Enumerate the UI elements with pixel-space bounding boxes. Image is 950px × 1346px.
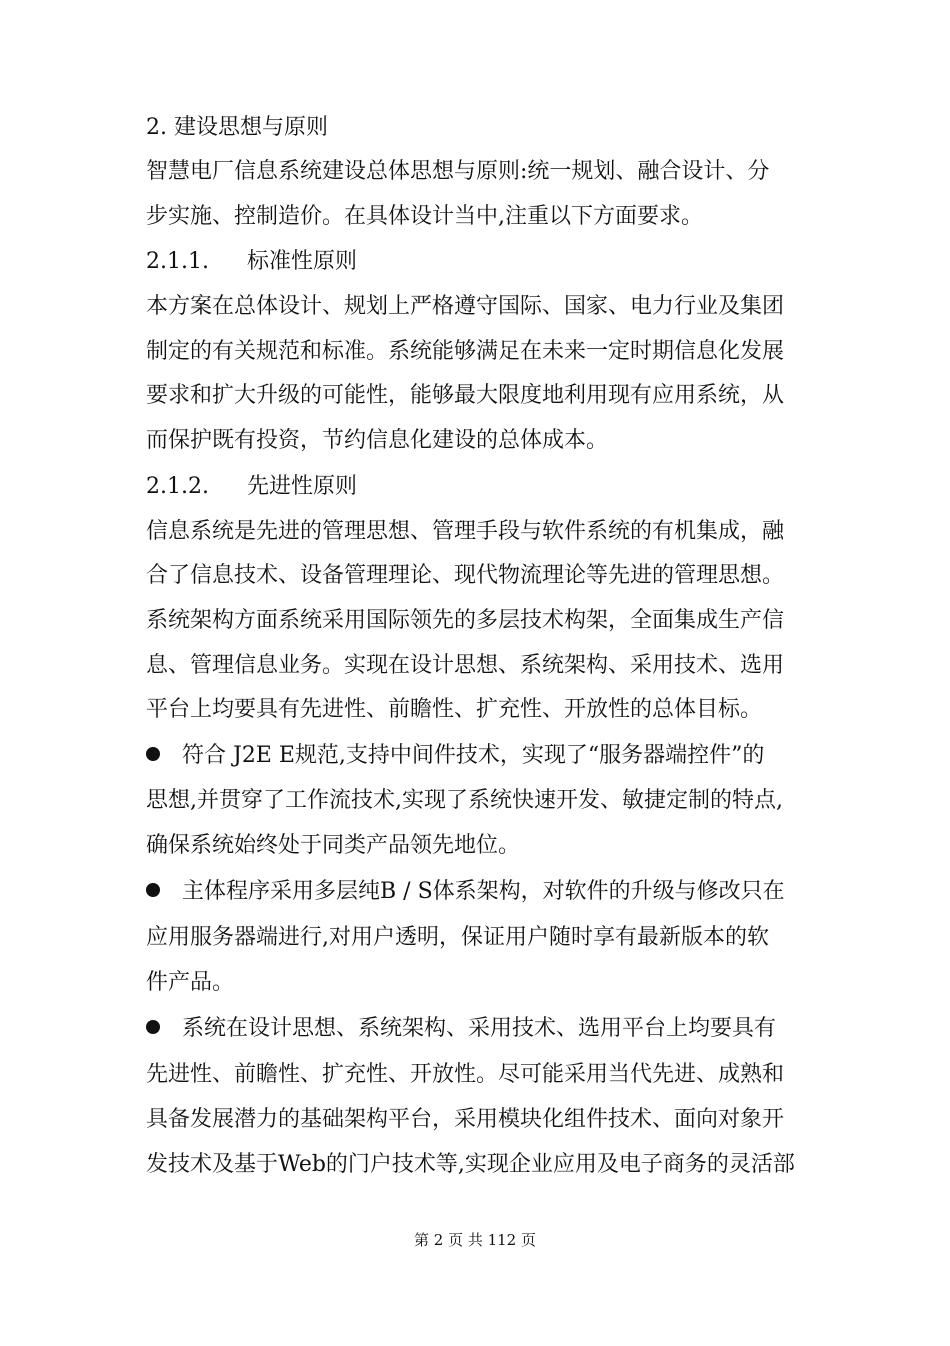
subsection-number: 2.1.1. — [146, 249, 209, 274]
paragraph-line: 信息系统是先进的管理思想、管理手段与软件系统的有机集成，融 — [146, 519, 785, 544]
bullet-continuation: 件产品。 — [146, 970, 235, 995]
paragraph-line: 合了信息技术、设备管理理论、现代物流理论等先进的管理思想。 — [146, 563, 785, 588]
paragraph-line: 而保护既有投资，节约信息化建设的总体成本。 — [146, 428, 609, 453]
intro-line-1: 智慧电厂信息系统建设总体思想与原则:统一规划、融合设计、分 — [146, 159, 770, 184]
bullet-text: 主体程序采用多层纯B / S体系架构，对软件的升级与修改只在 — [182, 879, 785, 904]
bullet-text: 符合 J2E E规范,支持中间件技术，实现了“服务器端控件”的 — [182, 743, 765, 768]
paragraph-line: 平台上均要具有先进性、前瞻性、扩充性、开放性的总体目标。 — [146, 697, 763, 722]
bullet-continuation: 确保系统始终处于同类产品领先地位。 — [146, 833, 521, 858]
subsection-heading-advanced — [146, 472, 357, 502]
bullet-continuation: 应用服务器端进行,对用户透明，保证用户随时享有最新版本的软 — [146, 925, 769, 950]
bullet-icon — [146, 1020, 160, 1034]
bullet-continuation: 先进性、前瞻性、扩充性、开放性。尽可能采用当代先进、成熟和 — [146, 1062, 785, 1087]
section-heading: 2. 建设思想与原则 — [146, 115, 328, 140]
bullet-icon — [146, 883, 160, 897]
bullet-item-3 — [146, 1014, 776, 1044]
bullet-continuation: 具备发展潜力的基础架构平台，采用模块化组件技术、面向对象开 — [146, 1107, 785, 1132]
subsection-heading-standard — [146, 247, 357, 277]
subsection-title: 标准性原则 — [246, 249, 357, 274]
paragraph-line: 制定的有关规范和标准。系统能够满足在未来一定时期信息化发展 — [146, 339, 785, 364]
bullet-continuation: 思想,并贯穿了工作流技术,实现了系统快速开发、敏捷定制的特点, — [146, 788, 783, 813]
paragraph-line: 息、管理信息业务。实现在设计思想、系统架构、采用技术、选用 — [146, 653, 785, 678]
subsection-title: 先进性原则 — [246, 474, 357, 499]
bullet-text: 系统在设计思想、系统架构、采用技术、选用平台上均要具有 — [182, 1016, 777, 1041]
bullet-continuation: 发技术及基于Web的门户技术等,实现企业应用及电子商务的灵活部 — [146, 1152, 795, 1177]
bullet-icon — [146, 747, 160, 761]
bullet-item-1 — [146, 741, 764, 771]
bullet-item-2 — [146, 877, 785, 907]
page-footer: 第 2 页 共 112 页 — [413, 1231, 536, 1249]
paragraph-line: 系统架构方面系统采用国际领先的多层技术构架，全面集成生产信 — [146, 608, 785, 633]
subsection-number: 2.1.2. — [146, 474, 209, 499]
paragraph-line: 要求和扩大升级的可能性，能够最大限度地利用现有应用系统，从 — [146, 383, 785, 408]
paragraph-line: 本方案在总体设计、规划上严格遵守国际、国家、电力行业及集团 — [146, 294, 785, 319]
intro-line-2: 步实施、控制造价。在具体设计当中,注重以下方面要求。 — [146, 204, 703, 229]
